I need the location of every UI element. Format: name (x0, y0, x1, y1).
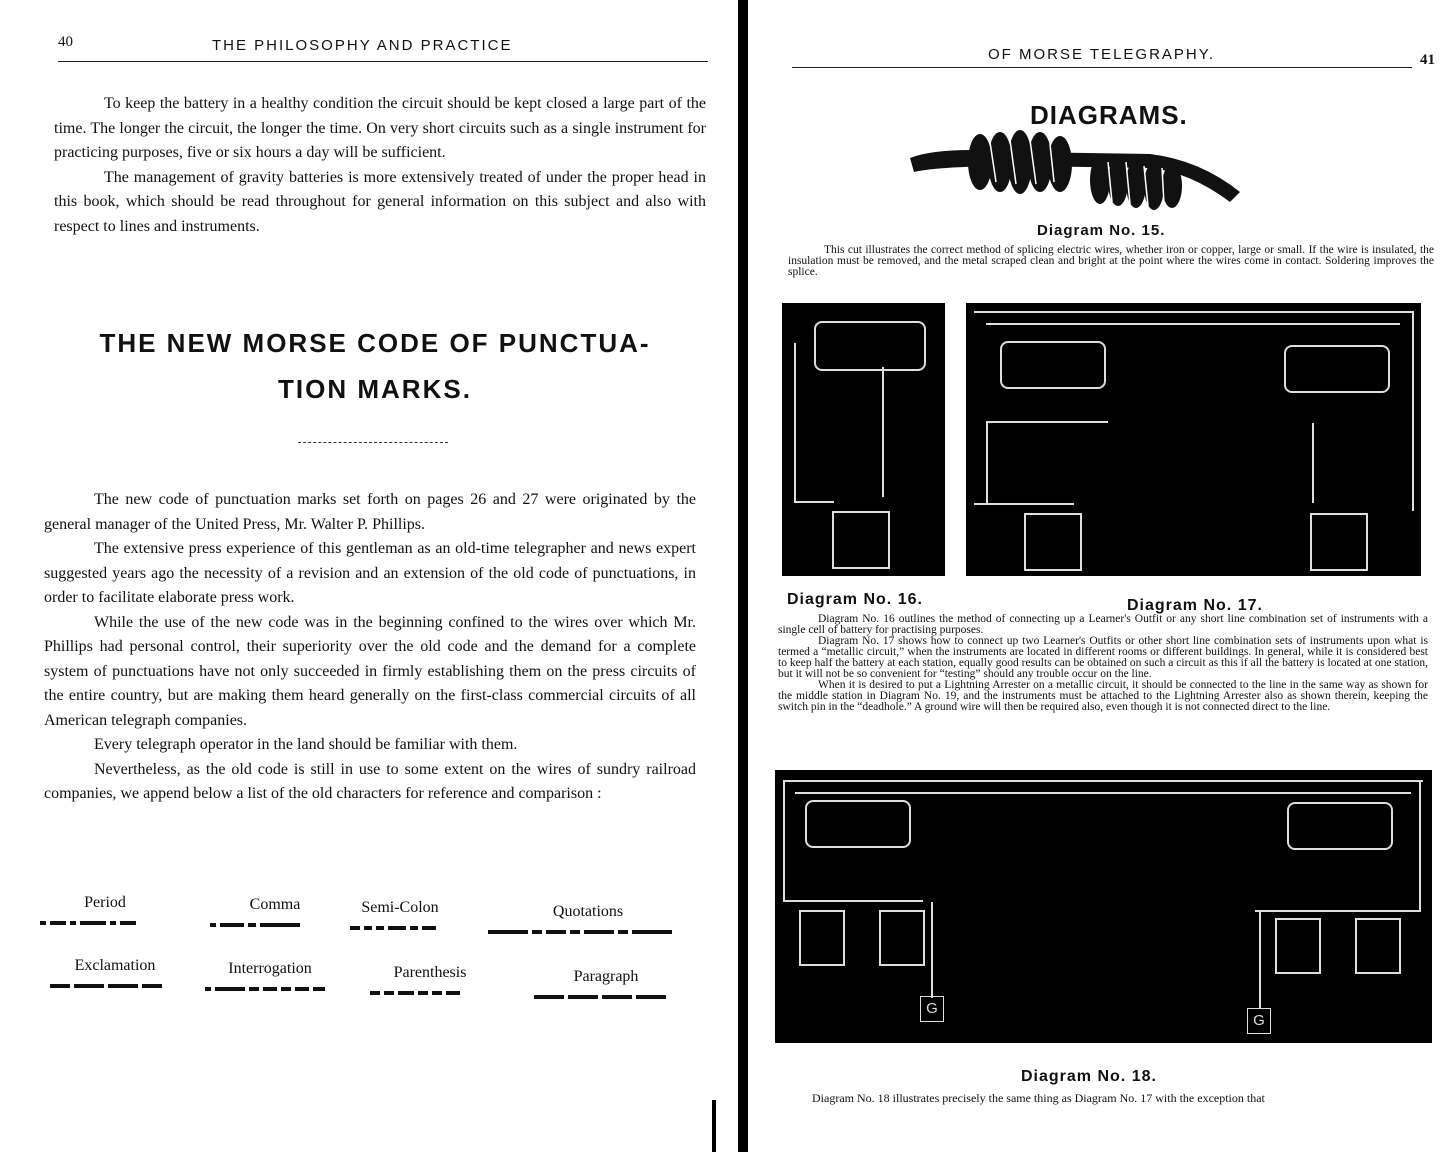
paragraph: The management of gravity batteries is more extensively treated of under the proper head in this book, which should be read throughout for general information on this subject and also with respect to lines and instruments. (54, 168, 706, 235)
code-label: Comma (249, 896, 301, 913)
battery-text (54, 92, 706, 239)
book-spine (738, 0, 748, 1152)
section-heading-line: TION MARKS. (278, 374, 472, 404)
diagram-15-text: This cut illustrates the correct method of splicing electric wires, whether iron or copper, large or small. If the wire is insulated, the insulation must be removed, and the metal scraped clean and bright at the point where the wires come in contact. Soldering improves the splice. (788, 244, 1434, 278)
battery-cell (799, 910, 845, 966)
code-entry (534, 968, 678, 1000)
instrument-board (1284, 345, 1390, 393)
diagram-15-caption: Diagram No. 15. (1037, 222, 1166, 239)
paragraph: Nevertheless, as the old code is still in use to some extent on the wires of sundry railroad companies, we append below a list of the old characters for reference and comparison : (44, 760, 696, 802)
instrument-board (814, 321, 926, 371)
code-entry (50, 957, 180, 989)
paragraph: While the use of the new code was in the beginning confined to the wires over which Mr. Phillips had personal control, their superiority over the old code and the demand for a complete system of punctuations have not only succeeded in firmly establishing them on the press circuits of the entire country, but are making them heard generally on the first-class commercial circuits of all American telegraph companies. (44, 613, 696, 729)
diagram-18-text: Diagram No. 18 illustrates precisely the same thing as Diagram No. 17 with the exception that (812, 1091, 1265, 1105)
code-label: Interrogation (228, 960, 312, 977)
section-ornament (298, 442, 448, 444)
code-dashes (50, 983, 180, 989)
diagrams-title: DIAGRAMS. (1030, 100, 1188, 130)
paragraph: Diagram No. 17 shows how to connect up two Learner's Outfits or other short line combination sets of instruments upon what is termed a “metallic circuit,” when the instruments are located in different rooms or different buildings. In general, while it is considered best to keep half the battery at each station, equally good results can be obtained on such a circuit as this if all the battery is located at one station, but it will not be so convenient for “testing” should any trouble occur on the line. (778, 635, 1428, 680)
paragraph: To keep the battery in a healthy condition the circuit should be kept closed a large part of the time. The longer the circuit, the longer the time. On very short circuits such as a single instrument for practicing purposes, five or six hours a day will be sufficient. (54, 95, 706, 161)
diagram-16-17-text (778, 614, 1428, 713)
code-dashes (350, 925, 450, 931)
diagram-17-caption: Diagram No. 17. (1127, 597, 1263, 614)
punctuation-text (44, 488, 696, 807)
diagram-16-image (782, 303, 945, 576)
code-entry (40, 894, 170, 926)
paragraph: Diagram No. 16 outlines the method of connecting up a Learner's Outfit or any short line combination set of instruments with a single cell of battery for practising purposes. (778, 613, 1428, 636)
page-number-left: 40 (58, 34, 73, 50)
battery-cell (1355, 918, 1401, 974)
code-dashes (205, 986, 335, 992)
diagram-16-caption: Diagram No. 16. (787, 591, 923, 608)
header-rule-left (58, 61, 708, 62)
battery-cell (832, 511, 890, 569)
code-label: Exclamation (74, 957, 156, 974)
diagram-18-caption: Diagram No. 18. (1021, 1068, 1157, 1085)
ground-label: G (920, 996, 944, 1022)
wire-splice-illustration (900, 122, 1260, 228)
code-label: Paragraph (573, 968, 639, 985)
code-entry (370, 964, 490, 996)
running-head-left: THE PHILOSOPHY AND PRACTICE (212, 37, 513, 54)
instrument-board (1287, 802, 1393, 850)
code-entry (488, 903, 688, 935)
paragraph: When it is desired to put a Lightning Arrester on a metallic circuit, it should be connected to the line in the same way as shown for the middle station in Diagram No. 19, and the instruments must be attached to the Lightning Arrester also as shown therein, keeping the switch pin in the “deadhole.” A ground wire will then be required also, even though it is not connected direct to the line. (778, 679, 1428, 713)
code-dashes (370, 990, 490, 996)
code-entry (210, 896, 340, 928)
code-label: Semi-Colon (361, 899, 439, 916)
code-dashes (534, 994, 678, 1000)
ground-label: G (1247, 1008, 1271, 1034)
diagram-17-image (966, 303, 1421, 576)
section-heading (50, 320, 700, 412)
instrument-board (1000, 341, 1106, 389)
code-label: Quotations (552, 903, 624, 920)
code-label: Parenthesis (393, 964, 467, 981)
code-dashes (40, 920, 170, 926)
paragraph: The new code of punctuation marks set forth on pages 26 and 27 were originated by the general manager of the United Press, Mr. Walter P. Phillips. (44, 491, 696, 533)
diagram-18-image (775, 770, 1432, 1043)
instrument-board (805, 800, 911, 848)
page-number-right: 41 (1420, 52, 1435, 68)
battery-cell (1310, 513, 1368, 571)
section-heading-line: THE NEW MORSE CODE OF PUNCTUA- (99, 328, 651, 358)
code-entry (350, 899, 450, 931)
code-entry (205, 960, 335, 992)
running-head-right: OF MORSE TELEGRAPHY. (988, 46, 1215, 63)
paragraph: Every telegraph operator in the land should be familiar with them. (94, 736, 518, 753)
battery-cell (1024, 513, 1082, 571)
code-dashes (488, 929, 688, 935)
battery-cell (1275, 918, 1321, 974)
page-edge-mark (712, 1100, 716, 1152)
header-rule-right (792, 67, 1412, 68)
code-dashes (210, 922, 340, 928)
paragraph: The extensive press experience of this gentleman as an old-time telegrapher and news expert suggested years ago the necessity of a revision and an extension of the old code of punctuations, in order to facilitate elaborate press work. (44, 540, 696, 606)
old-characters-table (40, 894, 690, 1014)
code-label: Period (84, 894, 126, 911)
battery-cell (879, 910, 925, 966)
